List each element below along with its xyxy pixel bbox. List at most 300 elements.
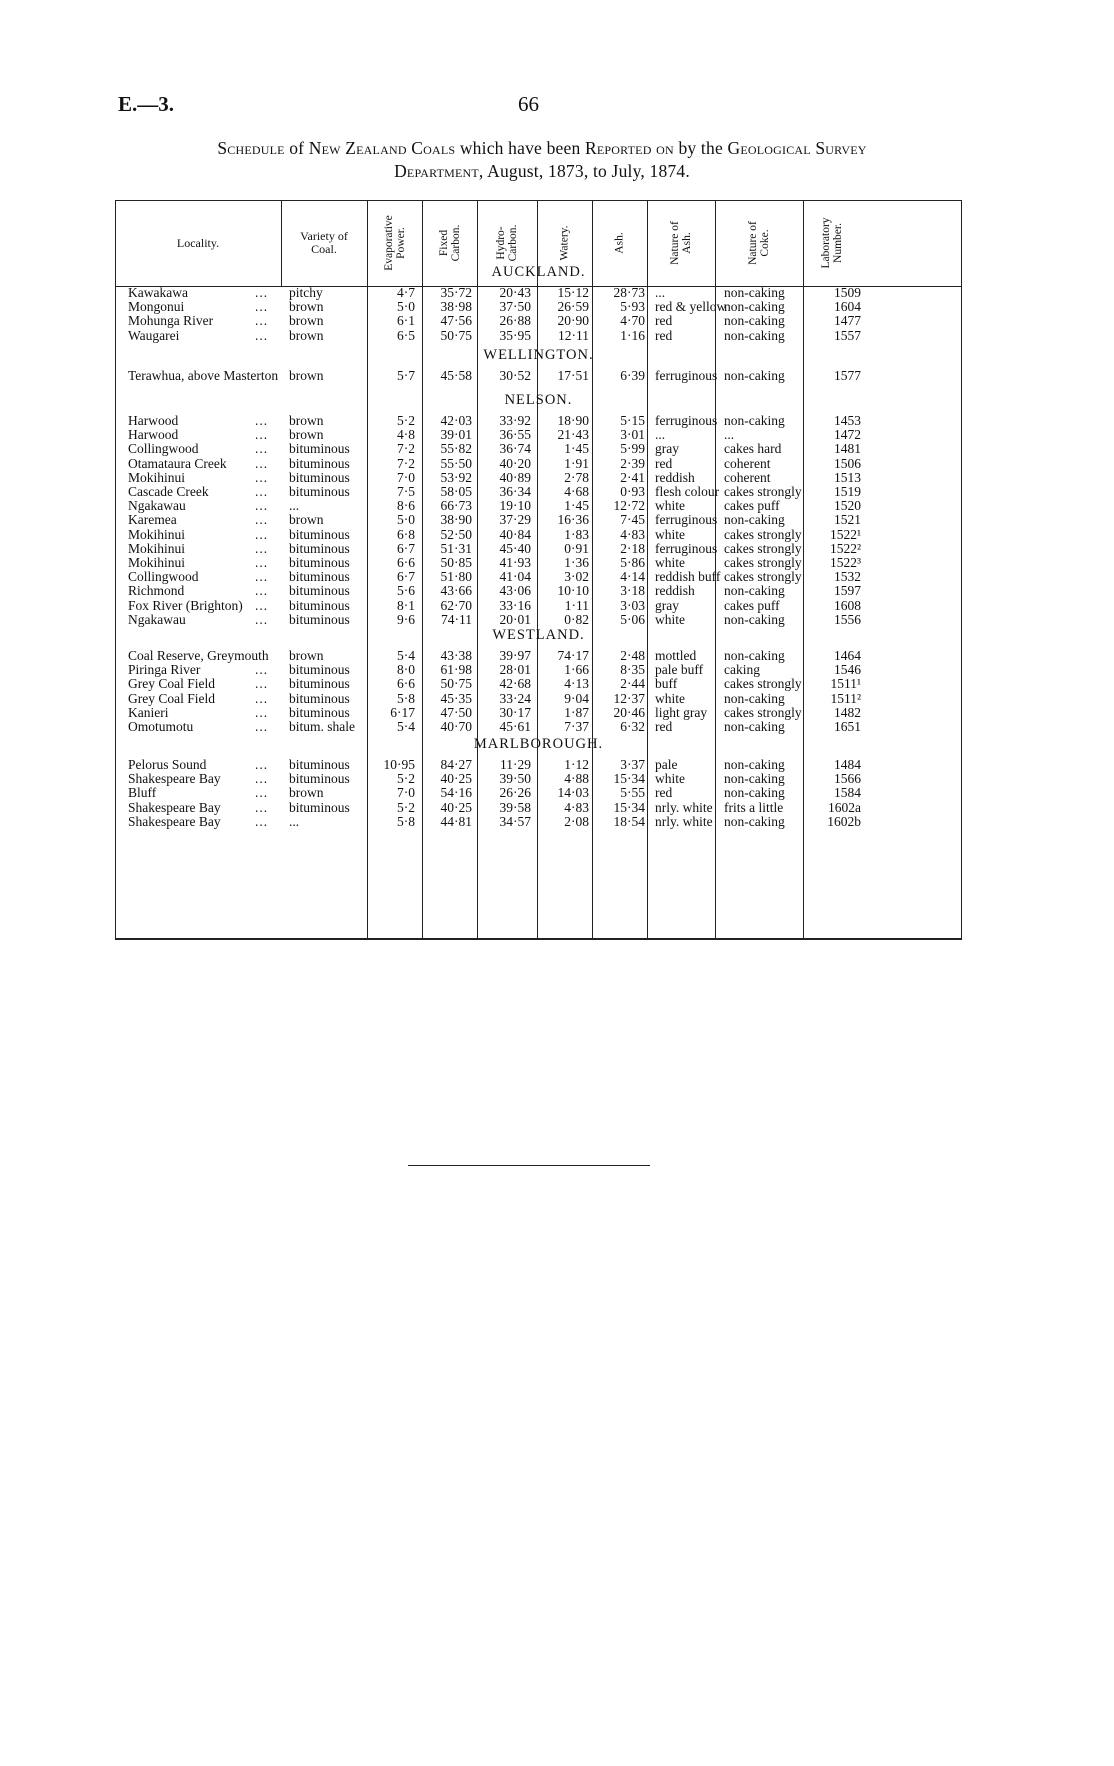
leader-dots: ...: [255, 498, 269, 514]
nature-of-coke-cell: coherent: [724, 469, 771, 485]
nature-of-coke-cell: non-caking: [724, 690, 785, 706]
watery-cell: 12·11: [558, 327, 589, 343]
variety-cell: bituminous: [289, 676, 350, 692]
hydro-carbon-cell: 43·06: [499, 583, 531, 599]
fixed-carbon-cell: 51·80: [440, 569, 472, 585]
section-heading: AUCKLAND.: [491, 264, 586, 280]
locality-cell: Collingwood: [128, 441, 199, 457]
hydro-carbon-cell: 26·26: [499, 785, 531, 801]
fixed-carbon-cell: 47·50: [440, 704, 472, 720]
fixed-carbon-cell: 54·16: [440, 785, 472, 801]
locality-cell: Shakespeare Bay: [128, 771, 221, 787]
ash-cell: 4·14: [620, 569, 645, 585]
schedule-title: [112, 137, 972, 183]
evaporative-cell: 7·5: [397, 484, 415, 499]
nature-of-coke-cell: cakes strongly: [724, 540, 802, 556]
fixed-carbon-cell: 39·01: [440, 427, 472, 443]
hydro-carbon-cell: 41·04: [499, 569, 531, 585]
table-row: [115, 612, 962, 628]
leader-dots: ...: [255, 583, 269, 599]
nature-of-coke-cell: non-caking: [724, 327, 785, 343]
fixed-carbon-cell: 45·58: [440, 368, 472, 383]
nature-of-coke-cell: cakes strongly: [724, 526, 802, 542]
laboratory-number-cell: 1464: [834, 648, 861, 663]
laboratory-number-cell: 1557: [834, 327, 861, 343]
variety-cell: bituminous: [289, 569, 350, 585]
leader-dots: ...: [255, 785, 269, 801]
laboratory-number-cell: 1577: [834, 368, 861, 383]
locality-cell: Harwood: [128, 413, 179, 428]
watery-cell: 9·04: [564, 690, 589, 706]
leader-dots: ...: [255, 313, 269, 329]
fixed-carbon-cell: 47·56: [440, 313, 472, 329]
header-nature-of-coke-label: Nature of Coke.: [747, 221, 771, 265]
laboratory-number-cell: 1509: [834, 285, 861, 300]
fixed-carbon-cell: 38·90: [440, 512, 472, 528]
variety-cell: bituminous: [289, 455, 350, 471]
laboratory-number-cell: 1513: [834, 469, 861, 485]
nature-of-coke-cell: non-caking: [724, 785, 785, 801]
nature-of-ash-cell: buff: [655, 676, 678, 692]
hydro-carbon-cell: 33·16: [499, 597, 531, 613]
coal-schedule-table: [115, 200, 962, 940]
hydro-carbon-cell: 45·61: [499, 719, 531, 734]
hydro-carbon-cell: 37·29: [499, 512, 531, 528]
fixed-carbon-cell: 38·98: [440, 299, 472, 315]
laboratory-number-cell: 1608: [834, 597, 861, 613]
ash-cell: 20·46: [613, 704, 645, 720]
nature-of-ash-cell: light gray: [655, 704, 708, 720]
variety-cell: bituminous: [289, 555, 350, 570]
ash-cell: 4·83: [620, 526, 645, 542]
nature-of-ash-cell: white: [655, 498, 685, 514]
locality-cell: Fox River (Brighton): [128, 597, 243, 613]
locality-cell: Ngakawau: [128, 498, 186, 514]
nature-of-ash-cell: red: [655, 313, 673, 329]
variety-cell: brown: [289, 512, 324, 528]
laboratory-number-cell: 1604: [834, 299, 861, 315]
evaporative-cell: 5·4: [397, 719, 415, 734]
hydro-carbon-cell: 35·95: [499, 327, 531, 343]
hydro-carbon-cell: 39·58: [499, 799, 531, 815]
header-laboratory-number-label: Laboratory Number.: [820, 217, 844, 269]
watery-cell: 21·43: [557, 427, 589, 443]
variety-cell: bituminous: [289, 540, 350, 556]
locality-cell: Mohunga River: [128, 313, 214, 329]
evaporative-cell: 7·2: [397, 455, 415, 471]
variety-cell: brown: [289, 313, 324, 329]
header-evaporative-label: Evaporative Power.: [382, 215, 407, 271]
variety-cell: bituminous: [289, 583, 350, 599]
watery-cell: 15·12: [557, 285, 589, 300]
variety-cell: bituminous: [289, 597, 350, 613]
hydro-carbon-cell: 36·74: [499, 441, 531, 457]
table-row: [115, 368, 962, 384]
fixed-carbon-cell: 61·98: [440, 662, 472, 678]
nature-of-ash-cell: red & yellow: [655, 299, 727, 315]
variety-cell: bitum. shale: [289, 719, 355, 734]
title-word: of: [289, 138, 305, 158]
nature-of-ash-cell: ferruginous: [655, 540, 718, 556]
hydro-carbon-cell: 19·10: [499, 498, 531, 514]
evaporative-cell: 5·8: [397, 690, 415, 706]
fixed-carbon-cell: 52·50: [440, 526, 472, 542]
header-ash-label: Ash.: [613, 232, 626, 254]
variety-cell: brown: [289, 299, 324, 315]
leader-dots: ...: [255, 597, 269, 613]
locality-cell: Omotumotu: [128, 719, 194, 734]
locality-cell: Grey Coal Field: [128, 690, 215, 706]
variety-cell: bituminous: [289, 611, 350, 627]
fixed-carbon-cell: 42·03: [440, 413, 472, 428]
hydro-carbon-cell: 37·50: [499, 299, 531, 315]
nature-of-coke-cell: non-caking: [724, 299, 785, 315]
fixed-carbon-cell: 35·72: [440, 285, 472, 300]
watery-cell: 1·91: [564, 455, 589, 471]
watery-cell: 1·12: [564, 757, 589, 772]
fixed-carbon-cell: 40·25: [440, 799, 472, 815]
laboratory-number-cell: 1472: [834, 427, 861, 443]
leader-dots: ...: [255, 512, 269, 528]
nature-of-coke-cell: non-caking: [724, 611, 785, 627]
nature-of-ash-cell: nrly. white: [655, 799, 713, 815]
hydro-carbon-cell: 33·24: [499, 690, 531, 706]
ash-cell: 2·44: [620, 676, 645, 692]
ash-cell: 6·32: [620, 719, 645, 734]
nature-of-ash-cell: reddish buff: [655, 569, 721, 585]
nature-of-ash-cell: mottled: [655, 648, 697, 663]
variety-cell: pitchy: [289, 285, 323, 300]
ash-cell: 3·18: [620, 583, 645, 599]
leader-dots: ...: [255, 662, 269, 678]
laboratory-number-cell: 1522²: [829, 540, 861, 556]
section-heading: MARLBOROUGH.: [473, 736, 604, 752]
nature-of-coke-cell: cakes strongly: [724, 555, 802, 570]
locality-cell: Bluff: [128, 785, 157, 801]
table-bottom-rule: [115, 938, 962, 940]
header-fixed-carbon-label: Fixed Carbon.: [437, 224, 462, 262]
variety-cell: brown: [289, 785, 324, 801]
leader-dots: ...: [255, 757, 269, 772]
locality-cell: Mokihinui: [128, 526, 186, 542]
variety-cell: ...: [289, 813, 300, 829]
evaporative-cell: 6·8: [397, 526, 415, 542]
section-heading: WESTLAND.: [492, 627, 585, 643]
table-row: [115, 719, 962, 735]
nature-of-ash-cell: red: [655, 327, 673, 343]
evaporative-cell: 8·6: [397, 498, 415, 514]
watery-cell: 1·45: [564, 498, 589, 514]
header-variety: Variety of Coal.: [300, 229, 348, 256]
title-word: Schedule: [217, 138, 285, 158]
section-heading: NELSON.: [504, 392, 573, 408]
watery-cell: 4·83: [564, 799, 589, 815]
hydro-carbon-cell: 30·52: [499, 368, 531, 383]
fixed-carbon-cell: 55·82: [440, 441, 472, 457]
evaporative-cell: 5·2: [397, 799, 415, 815]
nature-of-coke-cell: non-caking: [724, 813, 785, 829]
evaporative-cell: 5·4: [397, 648, 415, 663]
ash-cell: 2·48: [620, 648, 645, 663]
leader-dots: ...: [255, 719, 269, 734]
ash-cell: 5·99: [620, 441, 645, 457]
evaporative-cell: 7·2: [397, 441, 415, 457]
nature-of-ash-cell: white: [655, 690, 685, 706]
watery-cell: 4·88: [564, 771, 589, 787]
watery-cell: 2·78: [564, 469, 589, 485]
laboratory-number-cell: 1566: [834, 771, 861, 787]
watery-cell: 16·36: [557, 512, 589, 528]
section-heading: WELLINGTON.: [483, 347, 594, 363]
nature-of-ash-cell: pale buff: [655, 662, 704, 678]
nature-of-coke-cell: cakes strongly: [724, 704, 802, 720]
evaporative-cell: 5·2: [397, 771, 415, 787]
nature-of-ash-cell: red: [655, 719, 673, 734]
ash-cell: 1·16: [620, 327, 645, 343]
title-word: August, 1873, to July, 1874.: [487, 161, 690, 181]
fixed-carbon-cell: 50·85: [440, 555, 472, 570]
ash-cell: 3·03: [620, 597, 645, 613]
laboratory-number-cell: 1511¹: [830, 676, 861, 692]
watery-cell: 1·36: [564, 555, 589, 570]
fixed-carbon-cell: 43·38: [440, 648, 472, 663]
fixed-carbon-cell: 66·73: [440, 498, 472, 514]
nature-of-coke-cell: non-caking: [724, 771, 785, 787]
closing-rule: [408, 1165, 650, 1166]
hydro-carbon-cell: 40·20: [499, 455, 531, 471]
locality-cell: Kawakawa: [128, 285, 188, 300]
ash-cell: 2·18: [620, 540, 645, 556]
nature-of-ash-cell: red: [655, 455, 673, 471]
fixed-carbon-cell: 84·27: [440, 757, 472, 772]
variety-cell: bituminous: [289, 484, 350, 499]
laboratory-number-cell: 1597: [834, 583, 861, 599]
page-reference: E.—3.: [118, 92, 175, 116]
ash-cell: 2·41: [620, 469, 645, 485]
locality-cell: Harwood: [128, 427, 179, 443]
hydro-carbon-cell: 20·01: [499, 611, 531, 627]
variety-cell: bituminous: [289, 799, 350, 815]
laboratory-number-cell: 1482: [834, 704, 861, 720]
watery-cell: 20·90: [557, 313, 589, 329]
hydro-carbon-cell: 30·17: [499, 704, 531, 720]
watery-cell: 1·83: [564, 526, 589, 542]
nature-of-ash-cell: ...: [655, 285, 666, 300]
locality-cell: Shakespeare Bay: [128, 813, 221, 829]
evaporative-cell: 6·5: [397, 327, 415, 343]
laboratory-number-cell: 1546: [834, 662, 861, 678]
locality-cell: Otamataura Creek: [128, 455, 227, 471]
ash-cell: 7·45: [620, 512, 645, 528]
fixed-carbon-cell: 43·66: [440, 583, 472, 599]
ash-cell: 15·34: [613, 799, 645, 815]
hydro-carbon-cell: 34·57: [499, 813, 531, 829]
nature-of-ash-cell: red: [655, 785, 673, 801]
watery-cell: 1·87: [564, 704, 589, 720]
locality-cell: Pelorus Sound: [128, 757, 207, 772]
locality-cell: Collingwood: [128, 569, 199, 585]
evaporative-cell: 5·0: [397, 512, 415, 528]
variety-cell: bituminous: [289, 662, 350, 678]
title-word: New Zealand Coals: [308, 138, 456, 158]
nature-of-ash-cell: nrly. white: [655, 813, 713, 829]
fixed-carbon-cell: 58·05: [440, 484, 472, 499]
ash-cell: 28·73: [613, 285, 645, 300]
ash-cell: 3·37: [620, 757, 645, 772]
evaporative-cell: 6·1: [397, 313, 415, 329]
nature-of-ash-cell: reddish: [655, 583, 695, 599]
variety-cell: brown: [289, 413, 324, 428]
nature-of-ash-cell: ferruginous: [655, 368, 718, 383]
leader-dots: ...: [255, 441, 269, 457]
nature-of-coke-cell: cakes strongly: [724, 676, 802, 692]
hydro-carbon-cell: 42·68: [499, 676, 531, 692]
watery-cell: 0·82: [564, 611, 589, 627]
hydro-carbon-cell: 20·43: [499, 285, 531, 300]
watery-cell: 0·91: [564, 540, 589, 556]
nature-of-ash-cell: gray: [655, 441, 679, 457]
laboratory-number-cell: 1651: [834, 719, 861, 734]
leader-dots: ...: [255, 611, 269, 627]
variety-cell: ...: [289, 498, 300, 514]
ash-cell: 12·37: [613, 690, 645, 706]
header-locality: Locality.: [176, 235, 220, 250]
title-word: Geological Survey: [727, 138, 867, 158]
leader-dots: ...: [255, 771, 269, 787]
laboratory-number-cell: 1522¹: [829, 526, 861, 542]
laboratory-number-cell: 1481: [834, 441, 861, 457]
title-word: by the: [678, 138, 723, 158]
leader-dots: ...: [255, 799, 269, 815]
hydro-carbon-cell: 40·84: [499, 526, 531, 542]
leader-dots: ...: [255, 327, 269, 343]
fixed-carbon-cell: 51·31: [440, 540, 472, 556]
variety-cell: brown: [289, 427, 324, 443]
evaporative-cell: 6·6: [397, 555, 415, 570]
ash-cell: 0·93: [620, 484, 645, 499]
variety-cell: brown: [289, 368, 324, 383]
locality-cell: Mongonui: [128, 299, 185, 315]
fixed-carbon-cell: 50·75: [440, 676, 472, 692]
leader-dots: ...: [255, 813, 269, 829]
nature-of-coke-cell: non-caking: [724, 719, 785, 734]
nature-of-coke-cell: non-caking: [724, 583, 785, 599]
leader-dots: ...: [255, 285, 269, 300]
variety-cell: brown: [289, 648, 324, 663]
evaporative-cell: 6·17: [390, 704, 415, 720]
hydro-carbon-cell: 40·89: [499, 469, 531, 485]
nature-of-coke-cell: cakes puff: [724, 597, 780, 613]
nature-of-coke-cell: non-caking: [724, 757, 785, 772]
laboratory-number-cell: 1532: [834, 569, 861, 585]
nature-of-coke-cell: non-caking: [724, 285, 785, 300]
fixed-carbon-cell: 40·25: [440, 771, 472, 787]
nature-of-ash-cell: white: [655, 611, 685, 627]
variety-cell: bituminous: [289, 771, 350, 787]
watery-cell: 10·10: [557, 583, 589, 599]
variety-cell: bituminous: [289, 704, 350, 720]
watery-cell: 18·90: [557, 413, 589, 428]
ash-cell: 5·06: [620, 611, 645, 627]
evaporative-cell: 8·0: [397, 662, 415, 678]
laboratory-number-cell: 1521: [834, 512, 861, 528]
laboratory-number-cell: 1506: [834, 455, 861, 471]
evaporative-cell: 5·2: [397, 413, 415, 428]
evaporative-cell: 4·8: [397, 427, 415, 443]
leader-dots: ...: [255, 690, 269, 706]
fixed-carbon-cell: 45·35: [440, 690, 472, 706]
laboratory-number-cell: 1584: [834, 785, 861, 801]
watery-cell: 74·17: [557, 648, 589, 663]
fixed-carbon-cell: 62·70: [440, 597, 472, 613]
locality-cell: Mokihinui: [128, 540, 186, 556]
leader-dots: ...: [255, 676, 269, 692]
watery-cell: 4·13: [564, 676, 589, 692]
laboratory-number-cell: 1520: [834, 498, 861, 514]
watery-cell: 17·51: [557, 368, 589, 383]
variety-cell: brown: [289, 327, 324, 343]
nature-of-ash-cell: white: [655, 555, 685, 570]
title-word: Reported on: [585, 138, 674, 158]
ash-cell: 8·35: [620, 662, 645, 678]
locality-cell: Coal Reserve, Greymouth: [128, 648, 269, 663]
evaporative-cell: 4·7: [397, 285, 415, 300]
nature-of-coke-cell: cakes strongly: [724, 569, 802, 585]
evaporative-cell: 10·95: [383, 757, 415, 772]
nature-of-coke-cell: non-caking: [724, 368, 785, 383]
evaporative-cell: 6·7: [397, 540, 415, 556]
table-row: [115, 814, 962, 830]
hydro-carbon-cell: 45·40: [499, 540, 531, 556]
nature-of-coke-cell: non-caking: [724, 313, 785, 329]
nature-of-ash-cell: white: [655, 771, 685, 787]
ash-cell: 5·86: [620, 555, 645, 570]
evaporative-cell: 6·6: [397, 676, 415, 692]
ash-cell: 5·15: [620, 413, 645, 428]
ash-cell: 2·39: [620, 455, 645, 471]
evaporative-cell: 6·7: [397, 569, 415, 585]
header-watery-label: Watery.: [558, 225, 571, 261]
nature-of-ash-cell: reddish: [655, 469, 695, 485]
laboratory-number-cell: 1453: [834, 413, 861, 428]
nature-of-ash-cell: white: [655, 526, 685, 542]
header-nature-of-ash-label: Nature of Ash.: [669, 221, 693, 265]
locality-cell: Kanieri: [128, 704, 169, 720]
leader-dots: ...: [255, 540, 269, 556]
laboratory-number-cell: 1602b: [827, 813, 861, 829]
ash-cell: 18·54: [613, 813, 645, 829]
leader-dots: ...: [255, 455, 269, 471]
locality-cell: Karemea: [128, 512, 177, 528]
evaporative-cell: 7·0: [397, 785, 415, 801]
ash-cell: 5·55: [620, 785, 645, 801]
locality-cell: Mokihinui: [128, 555, 186, 570]
fixed-carbon-cell: 44·81: [440, 813, 472, 829]
variety-cell: bituminous: [289, 690, 350, 706]
laboratory-number-cell: 1511²: [830, 690, 861, 706]
title-word: which have been: [459, 138, 581, 158]
leader-dots: ...: [255, 427, 269, 443]
nature-of-coke-cell: cakes strongly: [724, 484, 802, 499]
leader-dots: ...: [255, 299, 269, 315]
ash-cell: 5·93: [620, 299, 645, 315]
watery-cell: 2·08: [564, 813, 589, 829]
nature-of-coke-cell: cakes hard: [724, 441, 782, 457]
ash-cell: 4·70: [620, 313, 645, 329]
nature-of-ash-cell: ferruginous: [655, 512, 718, 528]
variety-cell: bituminous: [289, 469, 350, 485]
title-word: Department,: [394, 161, 484, 181]
